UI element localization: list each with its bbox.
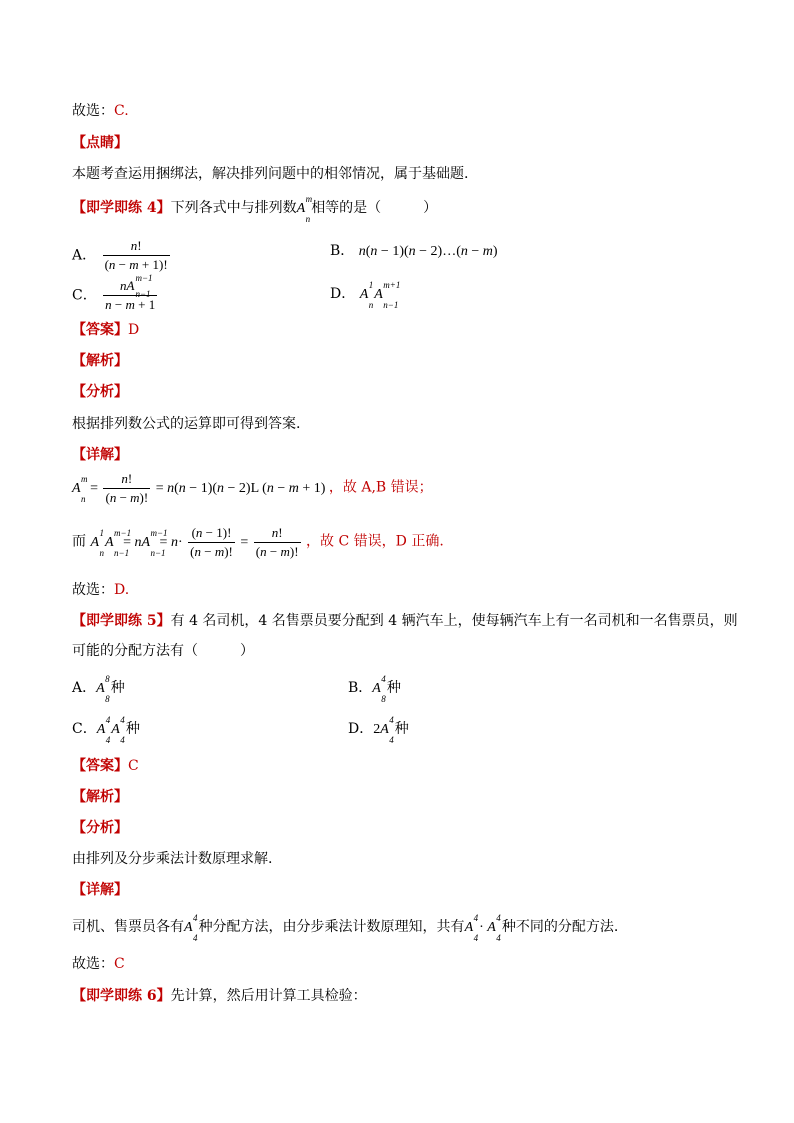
q5-option-b-label: B． <box>348 680 373 696</box>
q4-detail-conclusion-1: ，故 A,B 错误； <box>328 479 433 496</box>
q5-detail-part-1: 司机、售票员各有 <box>72 919 184 935</box>
q4-option-b-formula: n(n − 1)(n − 2)…(n − m) <box>358 244 498 259</box>
q5-answer-line <box>72 756 139 776</box>
q5-option-d-unit: 种 <box>394 721 409 737</box>
q4-option-a <box>72 238 172 273</box>
q4-option-c-formula: nA m−1 n−1 n − m + 1 <box>105 273 156 312</box>
q4-detail-formula-1: A m n = $\frac{n!}{(n - m)!}$ = n(n − 1)(n − 2)L (n − m + 1) <box>72 471 326 505</box>
q5-fenxi-content: 由排列及分步乘法计数原理求解. <box>72 851 273 867</box>
q4-xiangjie-tag: 【详解】 <box>72 447 128 463</box>
q4-option-d-formula: A 1 n A m+1 n−1 <box>359 280 401 310</box>
q5-option-a <box>72 674 125 704</box>
q4-jiexi-tag: 【解析】 <box>72 353 128 369</box>
q4-option-c-label: C． <box>72 287 97 304</box>
q5-option-d-label: D． <box>348 721 374 737</box>
q5-fenxi-text <box>72 849 272 869</box>
question-4-text-after: 相等的是（ ） <box>311 200 438 216</box>
q5-option-b-formula: A 4 8 <box>372 674 386 704</box>
q5-option-c-unit: 种 <box>125 721 140 737</box>
question-5-stem-line-1 <box>72 611 738 631</box>
q4-answer-line <box>72 320 139 340</box>
q5-option-c <box>72 715 140 745</box>
q4-jiexi-heading <box>72 351 128 371</box>
q4-option-a-formula: $\frac{n!}{(n - m + 1)!}$ <box>104 238 168 272</box>
q4-final-value: D. <box>114 582 130 598</box>
q5-option-d-formula: 2A 4 4 <box>373 715 394 745</box>
q4-detail-conclusion-2b: D 正确. <box>395 533 444 550</box>
q4-final-label: 故选： <box>72 582 114 598</box>
q5-fenxi-heading <box>72 818 128 838</box>
q5-option-a-unit: 种 <box>110 680 125 696</box>
q5-option-b <box>348 674 401 704</box>
question-6-stem <box>72 986 367 1006</box>
q4-option-d-label: D． <box>330 286 356 302</box>
question-4-tag: 【即学即练 4】 <box>72 200 171 216</box>
q5-fenxi-tag: 【分析】 <box>72 820 128 836</box>
q4-detail-conclusion-2a: ，故 C 错误， <box>306 533 396 550</box>
q5-detail-part-2: 种分配方法，由分步乘法计数原理知，共有 <box>198 919 465 935</box>
q4-fenxi-tag: 【分析】 <box>72 384 128 400</box>
question-5-text-1: 有 4 名司机，4 名售票员要分配到 4 辆汽车上，使每辆汽车上有一名司机和一名售票员，则 <box>170 613 738 629</box>
q5-jiexi-heading <box>72 787 128 807</box>
q5-final-value: C <box>114 956 125 972</box>
question-6-tag: 【即学即练 6】 <box>72 988 171 1004</box>
q4-option-a-label: A． <box>72 247 97 264</box>
q4-option-d <box>330 280 401 310</box>
q5-option-a-label: A． <box>72 680 97 696</box>
q5-option-b-unit: 种 <box>386 680 401 696</box>
q4-fenxi-text <box>72 414 300 434</box>
q4-fenxi-content: 根据排列数公式的运算即可得到答案. <box>72 416 301 432</box>
question-5-text-2: 可能的分配方法有（ ） <box>72 643 254 659</box>
q4-final-line <box>72 580 129 600</box>
q5-xiangjie-heading <box>72 880 128 900</box>
question-5-tag: 【即学即练 5】 <box>72 613 171 629</box>
q5-detail-formula-2: A 4 4 · A 4 4 <box>464 913 501 943</box>
q5-option-c-label: C． <box>72 721 97 737</box>
q5-detail-formula-1: A 4 4 <box>184 913 198 943</box>
dianjing-heading <box>72 133 128 153</box>
dianjing-label: 【点睛】 <box>72 135 128 151</box>
q5-detail-line <box>72 913 619 943</box>
q5-detail-part-3: 种不同的分配方法. <box>501 919 619 935</box>
q4-detail-formula-2: A 1 n A m−1 n−1 = nA m−1 n−1 = n· $\frac{(n - 1)!}{(n - m)!}$ = $\frac{n!}{(n - m)!}$ <box>90 525 299 559</box>
perm-A-n-m: A m n <box>296 194 313 224</box>
q4-fenxi-heading <box>72 382 128 402</box>
q5-final-label: 故选： <box>72 956 114 972</box>
q5-answer-tag: 【答案】 <box>72 758 128 774</box>
question-4-text-before: 下列各式中与排列数 <box>170 200 297 216</box>
final-answer-value: C. <box>114 103 129 119</box>
question-6-text: 先计算，然后用计算工具检验： <box>170 988 367 1004</box>
question-5-stem-line-2 <box>72 641 254 661</box>
q4-answer-tag: 【答案】 <box>72 322 128 338</box>
q4-answer-value: D <box>128 322 140 338</box>
final-answer-line-3 <box>72 101 129 121</box>
q4-xiangjie-heading <box>72 445 128 465</box>
q4-option-b-label: B． <box>330 243 355 259</box>
q5-jiexi-tag: 【解析】 <box>72 789 128 805</box>
q5-answer-value: C <box>128 758 139 774</box>
q4-option-b <box>330 241 498 262</box>
q4-detail-line-1 <box>72 471 433 506</box>
question-4-stem <box>72 194 438 224</box>
q4-detail-prefix: 而 <box>72 533 86 550</box>
q5-option-c-formula: A 4 4 A 4 4 <box>96 715 125 745</box>
q5-final-line <box>72 954 125 974</box>
q5-xiangjie-tag: 【详解】 <box>72 882 128 898</box>
q4-detail-line-2 <box>72 525 444 560</box>
final-answer-label: 故选： <box>72 103 114 119</box>
q5-option-d <box>348 715 409 745</box>
dianjing-text <box>72 164 468 184</box>
q5-option-a-formula: A 8 8 <box>96 674 110 704</box>
q4-option-c <box>72 273 159 313</box>
dianjing-content: 本题考查运用捆绑法，解决排列问题中的相邻情况，属于基础题. <box>72 166 469 182</box>
